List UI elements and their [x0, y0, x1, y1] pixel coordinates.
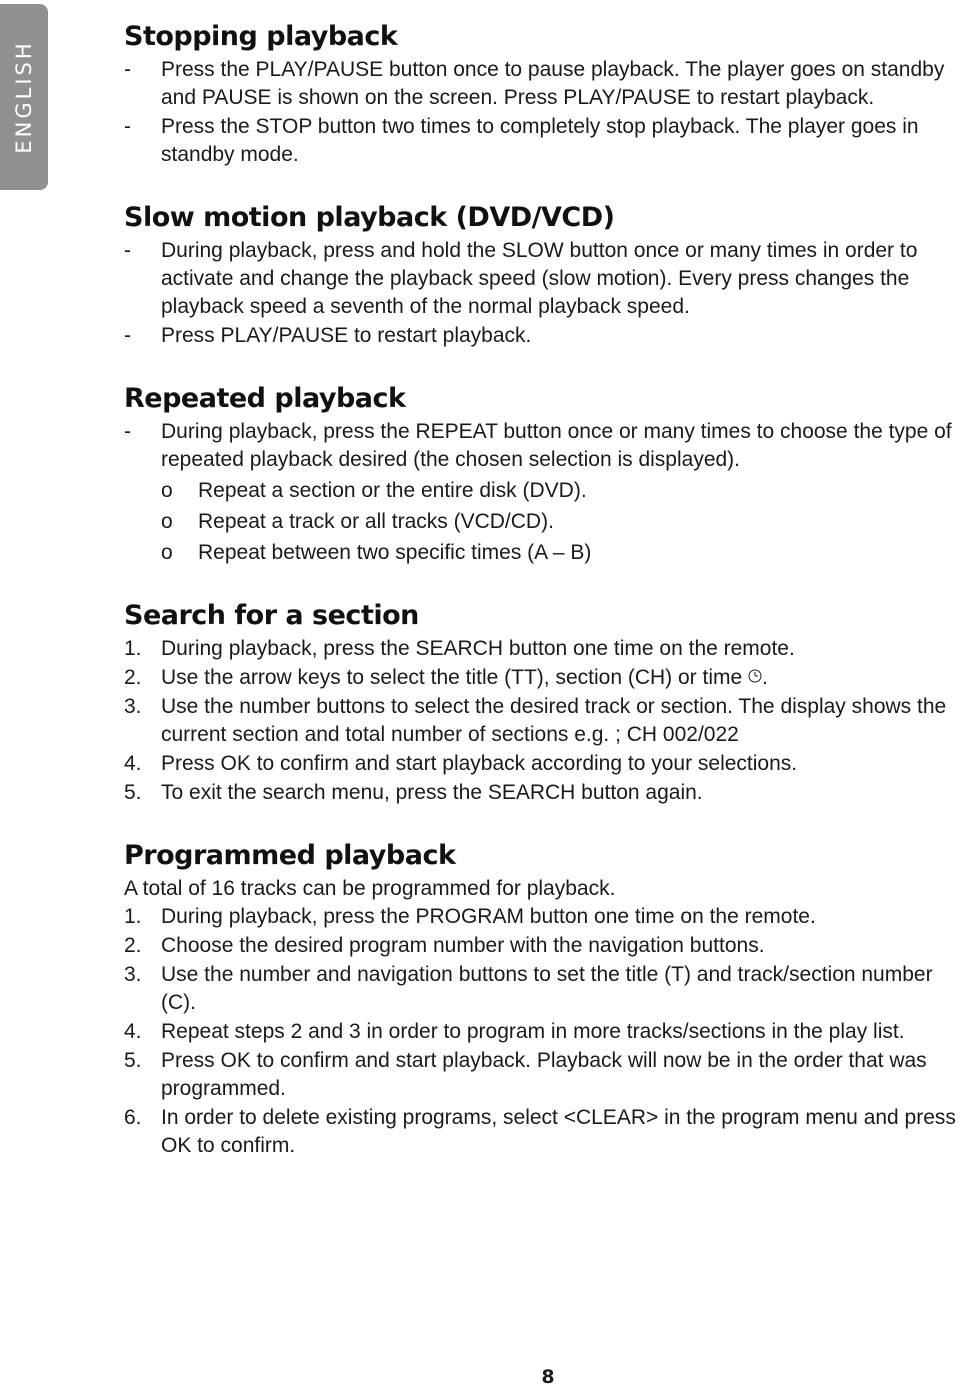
list-item — [124, 237, 960, 321]
list-item-text: Choose the desired program number with the navigation buttons. — [161, 934, 765, 957]
section-slow-motion-playback — [124, 199, 960, 350]
list-item-text: In order to delete existing programs, select <CLEAR> in the program menu and press OK to confirm. — [161, 1106, 956, 1157]
section-repeated-playback — [124, 380, 960, 567]
sub-list-item — [124, 539, 960, 567]
list-item — [124, 418, 960, 474]
section-stopping-playback — [124, 18, 960, 169]
section-intro: A total of 16 tracks can be programmed for playback. — [124, 877, 616, 900]
step-number: 1. — [124, 637, 142, 660]
list-item-text: Repeat between two specific times (A – B) — [198, 541, 592, 564]
list-item — [124, 1018, 960, 1046]
list-item-text: Press PLAY/PAUSE to restart playback. — [161, 324, 532, 347]
list-item — [124, 903, 960, 931]
list-item-text: During playback, press the SEARCH button one time on the remote. — [161, 637, 795, 660]
list-item-text: Repeat steps 2 and 3 in order to program in more tracks/sections in the play list. — [161, 1020, 905, 1043]
circle-bullet-marker: o — [161, 479, 173, 502]
section-title: Slow motion playback (DVD/VCD) — [124, 202, 615, 233]
section-title: Programmed playback — [124, 840, 456, 871]
list-item-text: During playback, press and hold the SLOW button once or many times in order to activate and change the playback speed (slow motion). Every press changes the playback speed a seventh of the normal playback speed. — [161, 239, 918, 318]
circle-bullet-marker: o — [161, 510, 173, 533]
list-item — [124, 932, 960, 960]
list-item-text: During playback, press the PROGRAM button one time on the remote. — [161, 905, 816, 928]
list-item — [124, 322, 960, 350]
step-number: 5. — [124, 1049, 142, 1072]
list-item-suffix: . — [762, 666, 768, 689]
list-item-text: Use the number and navigation buttons to set the title (T) and track/section number (C). — [161, 963, 933, 1014]
list-item — [124, 664, 960, 692]
step-number: 4. — [124, 752, 142, 775]
step-number: 4. — [124, 1020, 142, 1043]
section-programmed-playback — [124, 837, 960, 1160]
list-item — [124, 693, 960, 749]
language-tab — [0, 4, 48, 190]
section-title: Search for a section — [124, 600, 419, 631]
list-item — [124, 56, 960, 112]
step-number: 2. — [124, 666, 142, 689]
list-item — [124, 635, 960, 663]
list-item-text: Press the PLAY/PAUSE button once to pause playback. The player goes on standby and PAUSE is shown on the screen. Press PLAY/PAUSE to restart playback. — [161, 58, 945, 109]
list-item — [124, 961, 960, 1017]
list-item-text: Press OK to confirm and start playback according to your selections. — [161, 752, 798, 775]
list-item — [124, 750, 960, 778]
section-search — [124, 597, 960, 807]
bullet-marker: - — [124, 420, 131, 443]
list-item — [124, 113, 960, 169]
list-item-text: Repeat a track or all tracks (VCD/CD). — [198, 510, 554, 533]
section-title: Stopping playback — [124, 21, 398, 52]
bullet-marker: - — [124, 58, 131, 81]
step-number: 5. — [124, 781, 142, 804]
list-item — [124, 1047, 960, 1103]
list-item-text: Press the STOP button two times to completely stop playback. The player goes in standby mode. — [161, 115, 919, 166]
manual-content — [124, 18, 960, 1190]
page-number: 8 — [541, 1366, 555, 1388]
step-number: 3. — [124, 963, 142, 986]
list-item-text: To exit the search menu, press the SEARCH button again. — [161, 781, 703, 804]
clock-icon — [748, 669, 762, 683]
list-item-text: Repeat a section or the entire disk (DVD). — [198, 479, 587, 502]
sub-list-item — [124, 477, 960, 505]
step-number: 1. — [124, 905, 142, 928]
bullet-marker: - — [124, 239, 131, 262]
list-item-text: Press OK to confirm and start playback. Playback will now be in the order that was programmed. — [161, 1049, 927, 1100]
list-item-text: During playback, press the REPEAT button once or many times to choose the type of repeated playback desired (the chosen selection is displayed). — [161, 420, 952, 471]
sub-list-item — [124, 508, 960, 536]
language-tab-label: ENGLISH — [12, 40, 36, 154]
bullet-marker: - — [124, 115, 131, 138]
list-item-text: Use the number buttons to select the desired track or section. The display shows the current section and total number of sections e.g. ; CH 002/022 — [161, 695, 947, 746]
list-item — [124, 1104, 960, 1160]
step-number: 3. — [124, 695, 142, 718]
list-item — [124, 779, 960, 807]
circle-bullet-marker: o — [161, 541, 173, 564]
list-item-text: Use the arrow keys to select the title (TT), section (CH) or time — [161, 666, 743, 689]
step-number: 2. — [124, 934, 142, 957]
section-title: Repeated playback — [124, 383, 406, 414]
list-item-content — [161, 664, 768, 692]
bullet-marker: - — [124, 324, 131, 347]
step-number: 6. — [124, 1106, 142, 1129]
